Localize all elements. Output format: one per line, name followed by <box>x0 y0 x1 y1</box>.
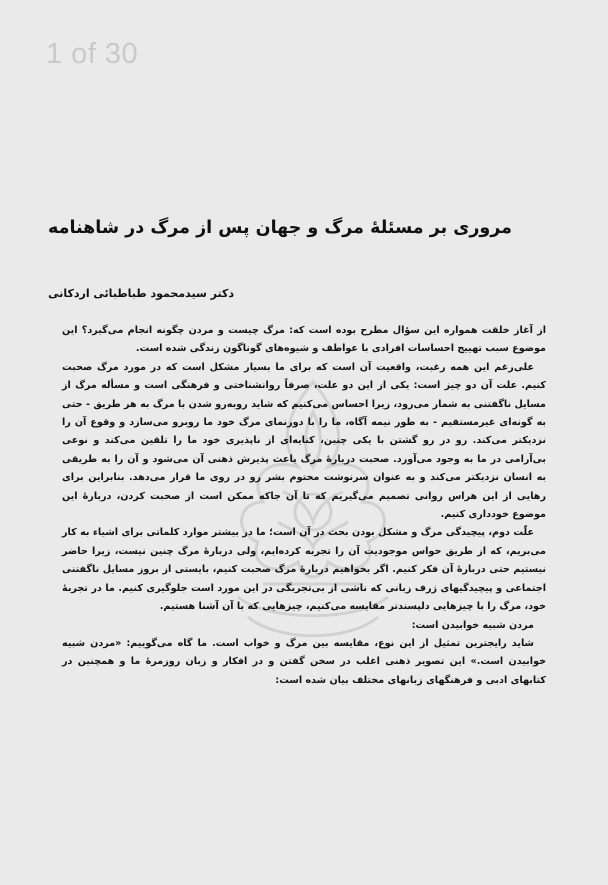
paragraph: از آغاز خلقت همواره این سؤال مطرح بوده است که: مرگ چیست و مردن چگونه انجام می‌گیرد؟ این موضوع سبب تهییج احساسات افرادی با عواطف و شیوه‌های گوناگون زندگی شده است. <box>62 325 546 355</box>
page-counter: 1 of 30 <box>46 38 139 70</box>
paragraph: علی‌رغم این همه رغبت، واقعیت آن است که برای ما بسیار مشکل است که در مورد مرگ صحبت کنیم. علت آن دو چیز است: یکی از این دو علت، صرفاً روانشناختی و فرهنگی است و مسأله مرگ از مسایل ناگفتنی به شمار می‌رود، زیرا احساس می‌کنیم که شاید روبه‌رو شدن با مرگ به هر طریق - حتی به گونه‌ای غیرمستقیم - به طور نیمه آگاه، ما را با دورنمای مرگ خود ما روبرو می‌سازد و وقوع آن را نزدیکتر می‌کند. رو در رو گشتن با یکی چنین، کنایه‌ای از ناپذیری خود ما را تلقین می‌کند و نوعی بی‌آرامی در ما به وجود می‌آورد. صحبت دربارهٔ مرگ باعث پذیرش ذهنی آن می‌شود و آن را به طریقی به انسان نزدیکتر می‌کند و به عنوان سرنوشت محتوم بشر رو در روی ما قرار می‌دهد. بنابراین برای رهایی از این هراس روانی تصمیم می‌گیریم که تا آن جاکه ممکن است از صحبت کردن، دربارهٔ این موضوع خودداری کنیم. <box>62 361 546 521</box>
section-subheading: مردن شبیه خوابیدن است: <box>411 619 534 631</box>
author-name: دکتر سیدمحمود طباطبائی اردکانی <box>48 287 234 300</box>
article-body <box>62 322 546 690</box>
document-title: مروری بر مسئلهٔ مرگ و جهان پس از مرگ در شاهنامه <box>48 218 512 238</box>
paragraph: علّت دوم، پیچیدگی مرگ و مشکل بودن بحث در آن است؛ ما در بیشتر موارد کلماتی برای اشیاء به کار می‌بریم، که از طریق حواس موجودیت آن را تجربه کرده‌ایم، ولی دربارهٔ مرگ چنین نیست، زیرا حاضر نیستیم حتی دربارهٔ آن فکر کنیم. اگر بخواهیم دربارهٔ مرگ صحبت کنیم، بایستی از بروز مسایل ناگفتنی اجتماعی و پیچیدگیهای ژرف زبانی که ناشی از بی‌تجربگی در این مورد است جلوگیری کنیم. ما در تجربهٔ خود، مرگ را با چیزهایی دلپسندتر مقایسه می‌کنیم، چیزهایی که با آن آشنا هستیم. <box>62 527 546 613</box>
paragraph: شاید رایجترین تمثیل از این نوع، مقایسه بین مرگ و خواب است. ما گاه می‌گوییم: «مردن شبیه خوابیدن است.» این تصویر ذهنی اغلب در سخن گفتن و در افکار و زبان روزمرهٔ ما و همچنین در کتابهای ادبی و فرهنگهای زبانهای مختلف بیان شده است: <box>62 637 546 686</box>
